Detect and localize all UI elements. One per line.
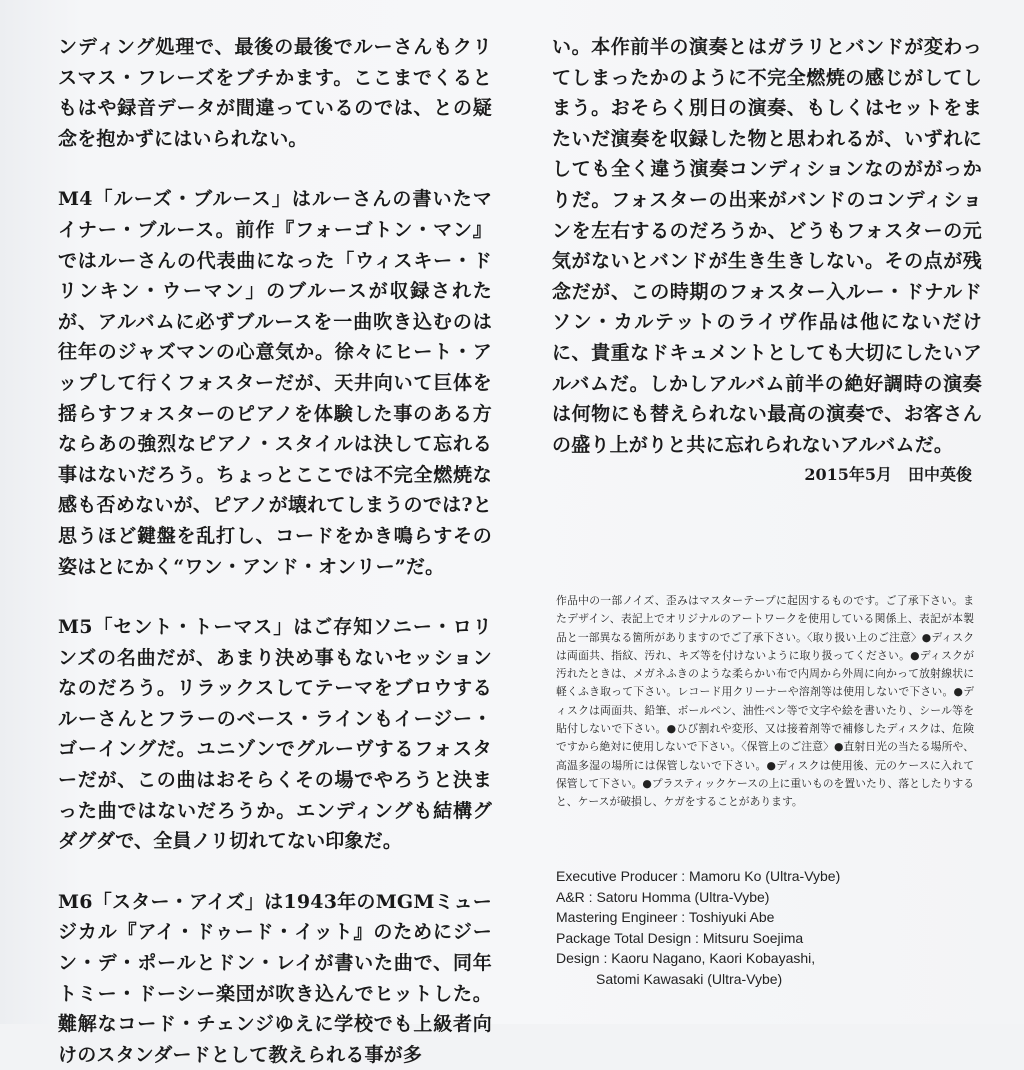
credit-mastering-engineer: Mastering Engineer : Toshiyuki Abe [556, 909, 775, 926]
paragraph-ending-continued: ンディング処理で、最後の最後でルーさんもクリスマス・フレーズをブチかます。ここまでくるともはや録音データが間違っているのでは、との疑念を抱かずにはいられない。 [58, 36, 492, 150]
author-signature: 2015年5月 田中英俊 [804, 465, 972, 484]
credit-design: Design : Kaoru Nagano, Kaori Kobayashi, [556, 950, 816, 967]
credit-executive-producer: Executive Producer : Mamoru Ko (Ultra-Vybe) [556, 868, 841, 884]
paragraph-m6-star-eyes: M6「スター・アイズ」は1943年のMGMミュージカル『アイ・ドゥード・イット』のためにジーン・デ・ポールとドン・レイが書いた曲で、同年トミー・ドーシー楽団が吹き込んでヒットした。難解なコード・チェンジゆえに学校でも上級者向けのスタンダードとして教えられる事が多 [58, 890, 492, 1066]
production-credits [556, 866, 986, 990]
credit-a-and-r: A&R : Satoru Homma (Ultra-Vybe) [556, 888, 770, 905]
paragraph-gap [58, 582, 492, 612]
paragraph-gap [58, 154, 492, 184]
paragraph-m5-st-thomas: M5「セント・トーマス」はご存知ソニー・ロリンズの名曲だが、あまり決め事もないセッションなのだろう。リラックスしてテーマをブロウするルーさんとフラーのベース・ラインもイージー・ゴーイングだ。ユニゾンでグルーヴするフォスターだが、この曲はおそらくその場でやろうと決まった曲ではないだろうか。エンディングも結構グダグダで、全員ノリ切れてない印象だ。 [58, 616, 492, 853]
paragraph-m4-loose-blues: M4「ルーズ・ブルース」はルーさんの書いたマイナー・ブルース。前作『フォーゴトン・マン』ではルーさんの代表曲になった「ウィスキー・ドリンキン・ウーマン」のブルースが収録されたが、アルバムに必ずブルースを一曲吹き込むのは往年のジャズマンの心意気か。徐々にヒート・アップして行くフォスターだが、天井向いて巨体を揺らすフォスターのピアノを体験した事のある方ならあの強烈なピアノ・スタイルは決して忘れる事はないだろう。ちょっとここでは不完全燃焼な感も否めないが、ピアノが壊れてしまうのでは?と思うほど鍵盤を乱打し、コードをかき鳴らすその姿はとにかく“ワン・アンド・オンリー”だ。 [58, 188, 492, 578]
left-column [58, 32, 492, 1070]
paragraph-m6-continued: い。本作前半の演奏とはガラリとバンドが変わってしまったかのように不完全燃焼の感じがしてしまう。おそらく別日の演奏、もしくはセットをまたいだ演奏を収録した物と思われるが、いずれにしても全く違う演奏コンディションなのががっかりだ。フォスターの出来がバンドのコンディションを左右するのだろうか、どうもフォスターの元気がないとバンドが生き生きしない。その点が残念だが、この時期のフォスター入ルー・ドナルドソン・カルテットのライヴ作品は他にないだけに、貴重なドキュメントとしても大切にしたいアルバムだ。しかしアルバム前半の絶好調時の演奏は何物にも替えられない最高の演奏で、お客さんの盛り上がりと共に忘れられないアルバムだ。 [552, 36, 982, 456]
right-column [552, 32, 982, 460]
credit-design-continued: Satomi Kawasaki (Ultra-Vybe) [596, 970, 783, 987]
paragraph-gap [58, 857, 492, 887]
credit-package-design: Package Total Design : Mitsuru Soejima [556, 929, 804, 946]
disc-handling-notice: 作品中の一部ノイズ、歪みはマスターテープに起因するものです。ご了承下さい。またデザイン、表記上でオリジナルのアートワークを使用している関係上、表記が本製品と一部異なる箇所がありますのでご了承下さい。〈取り扱い上のご注意〉●ディスクは両面共、指紋、汚れ、キズ等を付けないように取り扱ってください。●ディスクが汚れたときは、メガネふきのような柔らかい布で内周から外周に向かって放射線状に軽くふき取って下さい。レコード用クリーナーや溶剤等は使用しないで下さい。●ディスクは両面共、鉛筆、ボールペン、油性ペン等で文字や絵を書いたり、シール等を貼付しないで下さい。●ひび割れや変形、又は接着剤等で補修したディスクは、危険ですから絶対に使用しないで下さい。〈保管上のご注意〉●直射日光の当たる場所や、高温多湿の場所には保管しないで下さい。●ディスクは使用後、元のケースに入れて保管して下さい。●プラスティックケースの上に重いものを置いたり、落としたりすると、ケースが破損し、ケガをすることがあります。 [556, 594, 974, 809]
